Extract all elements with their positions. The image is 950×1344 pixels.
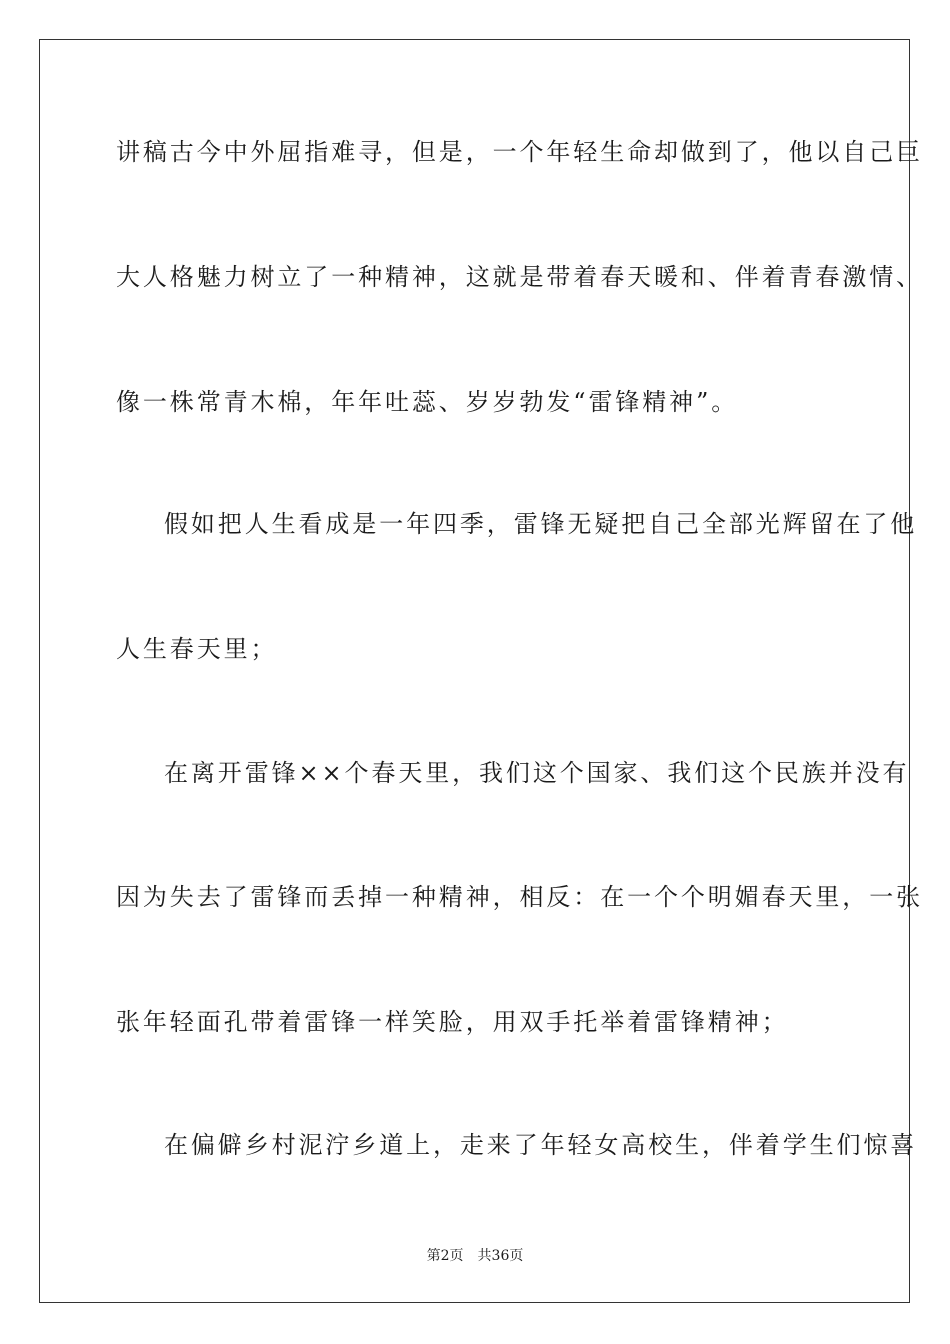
paragraph-line: 像一株常青木棉，年年吐蕊、岁岁勃发“雷锋精神”。 bbox=[116, 388, 739, 416]
paragraph-line: 张年轻面孔带着雷锋一样笑脸，用双手托举着雷锋精神； bbox=[116, 1008, 789, 1036]
paragraph-line: 在偏僻乡村泥泞乡道上，走来了年轻女高校生，伴着学生们惊喜 bbox=[164, 1131, 918, 1159]
page-footer bbox=[0, 1246, 950, 1266]
paragraph-line: 讲稿古今中外屈指难寻，但是，一个年轻生命却做到了，他以自己巨 bbox=[116, 138, 923, 166]
paragraph-line: 因为失去了雷锋而丢掉一种精神，相反：在一个个明媚春天里，一张 bbox=[116, 883, 923, 911]
paragraph-line: 假如把人生看成是一年四季，雷锋无疑把自己全部光辉留在了他 bbox=[164, 510, 918, 538]
paragraph-line: 人生春天里； bbox=[116, 635, 278, 663]
paragraph-line: 在离开雷锋××个春天里，我们这个国家、我们这个民族并没有 bbox=[164, 759, 910, 787]
page-border bbox=[39, 39, 923, 1303]
page-number: 第2页 bbox=[426, 1248, 464, 1264]
page-total: 共36页 bbox=[477, 1248, 524, 1264]
paragraph-line: 大人格魅力树立了一种精神，这就是带着春天暖和、伴着青春激情、 bbox=[116, 263, 923, 291]
